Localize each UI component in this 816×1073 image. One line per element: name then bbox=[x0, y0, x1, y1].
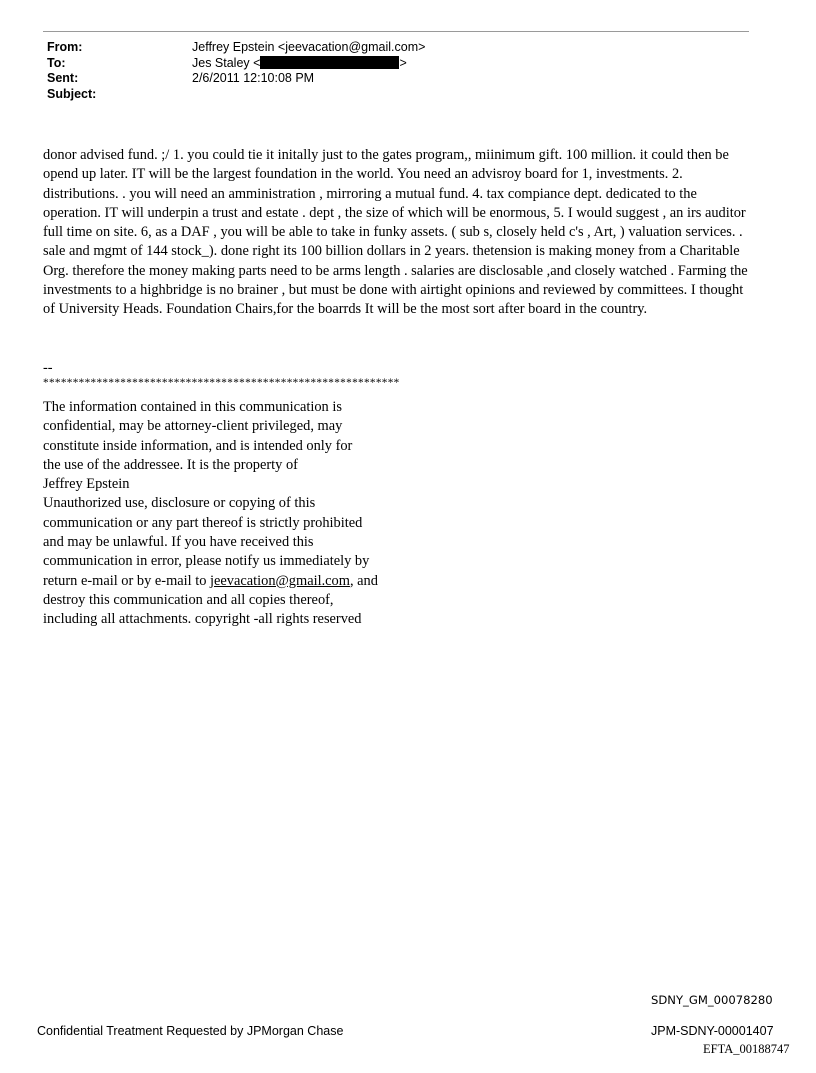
bates-jpm-number: JPM-SDNY-00001407 bbox=[651, 1024, 774, 1038]
efta-number: EFTA_00188747 bbox=[703, 1042, 790, 1056]
bates-sdny-number: SDNY_GM_00078280 bbox=[651, 993, 773, 1007]
to-value bbox=[192, 56, 407, 72]
sent-label: Sent: bbox=[47, 71, 79, 85]
signature-stars: ************************************************************ bbox=[43, 377, 400, 389]
disclaimer-line: the use of the addressee. It is the property of bbox=[43, 456, 298, 473]
to-label: To: bbox=[47, 55, 66, 70]
subject-label: Subject: bbox=[47, 86, 97, 101]
return-email-prefix: return e-mail or by e-mail to bbox=[43, 572, 211, 589]
header-divider-rule bbox=[43, 31, 749, 32]
disclaimer-line: confidential, may be attorney-client privileged, may bbox=[43, 418, 343, 435]
redaction-bar bbox=[260, 56, 399, 69]
return-email-suffix: , and bbox=[349, 572, 378, 589]
signature-dash: -- bbox=[43, 360, 53, 376]
email-link[interactable]: jeevacation@gmail.com bbox=[210, 572, 350, 589]
email-body-paragraph: donor advised fund. ;/ 1. you could tie it initally just to the gates program,, miinimum gift. 100 million. it could then be opend up later. IT will be the largest foundation in the world. You need an advisroy board for 1, investments. 2. distributions. . you will need an amministration , mirroring a mutual fund. 4. tax compiance dept. dedicated to the operation. IT will underpin a trust and estate . dept , the size of which will be enormous, 5. I would suggest , an irs auditor full time on site. 6, as a DAF , you will be able to take in funky assets. ( sub s, closely held c's , Art, ) valuation services. . sale and mgmt of 144 stock_). done right its 100 billion dollars in 2 years. thetension is making money from a Charitable Org. therefore the money making parts need to be arms length . salaries are disclosable ,and closely watched . Farming the investments to a highbridge is no brainer , but must be done with airtight opinions and reviewed by committees. I thought of University Heads. Foundation Chairs,for the boarrds It will be the most sort after board in the country. bbox=[43, 147, 748, 318]
disclaimer-line: communication in error, please notify us immediately by bbox=[43, 553, 370, 570]
sent-value: 2/6/2011 12:10:08 PM bbox=[192, 71, 315, 85]
from-label: From: bbox=[47, 40, 83, 54]
disclaimer-line: The information contained in this communication is bbox=[43, 399, 342, 415]
disclaimer-line-with-link bbox=[43, 572, 378, 591]
disclaimer-line: destroy this communication and all copies thereof, bbox=[43, 591, 334, 608]
disclaimer-line: Unauthorized use, disclosure or copying of this bbox=[43, 495, 316, 512]
to-prefix: Jes Staley < bbox=[192, 55, 261, 70]
confidential-treatment-notice: Confidential Treatment Requested by JPMorgan Chase bbox=[37, 1024, 344, 1038]
from-value: Jeffrey Epstein <jeevacation@gmail.com> bbox=[192, 40, 426, 54]
disclaimer-line: and may be unlawful. If you have received this bbox=[43, 534, 314, 551]
disclaimer-line: constitute inside information, and is intended only for bbox=[43, 437, 353, 454]
disclaimer-line: Jeffrey Epstein bbox=[43, 476, 130, 493]
to-suffix: > bbox=[399, 55, 407, 70]
disclaimer-block bbox=[43, 398, 378, 630]
disclaimer-line: communication or any part thereof is strictly prohibited bbox=[43, 514, 363, 531]
disclaimer-line: including all attachments. copyright -all rights reserved bbox=[43, 611, 362, 628]
